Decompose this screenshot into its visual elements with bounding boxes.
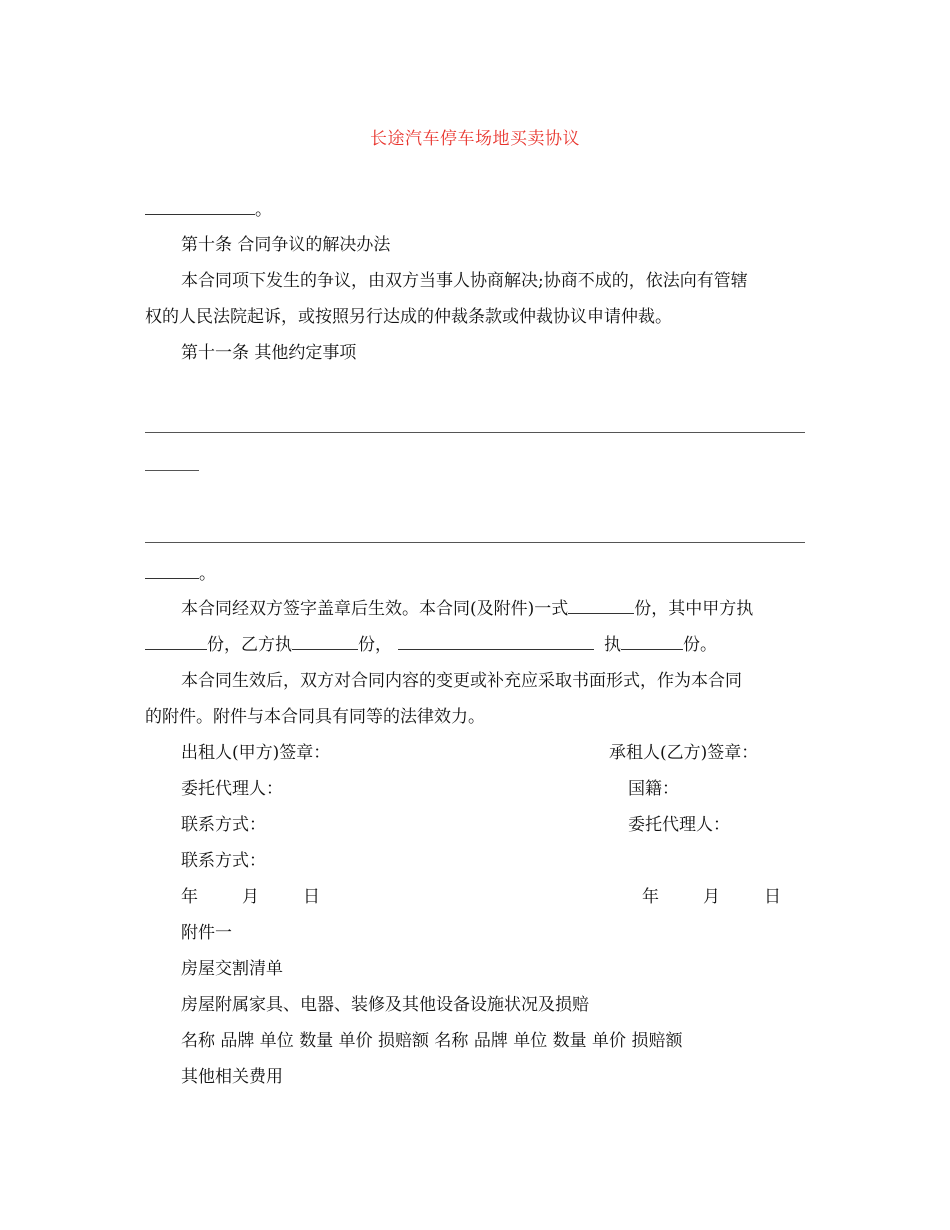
copies-total-blank bbox=[568, 599, 634, 614]
other-party-blank bbox=[398, 635, 594, 650]
lessee-nationality-label: 国籍： bbox=[628, 779, 679, 799]
handover-list-title: 房屋交割清单 bbox=[181, 959, 283, 979]
article-11-heading: 第十一条 其他约定事项 bbox=[181, 343, 357, 363]
lessee-date: 年 月 日 bbox=[642, 887, 781, 907]
change-clause-line-1: 本合同生效后，双方对合同内容的变更或补充应采取书面形式，作为本合同 bbox=[181, 671, 742, 691]
article-10-text-line-2: 权的人民法院起诉，或按照另行达成的仲裁条款或仲裁协议申请仲裁。 bbox=[145, 307, 672, 327]
change-clause-line-2: 的附件。附件与本合同具有同等的法律效力。 bbox=[145, 707, 485, 727]
attachment-title: 附件一 bbox=[181, 923, 232, 943]
lessee-signature-label: 承租人(乙方)签章： bbox=[609, 743, 759, 763]
copies-line-2: 份，乙方执 份， 执 份。 bbox=[145, 634, 717, 656]
lessee-contact-label: 联系方式： bbox=[181, 851, 266, 871]
lessee-agent-label: 委托代理人： bbox=[628, 815, 730, 835]
blank-rule-1-tail bbox=[145, 470, 199, 471]
blank-line bbox=[145, 200, 255, 215]
lessor-date: 年 月 日 bbox=[181, 887, 320, 907]
lessor-signature-label: 出租人(甲方)签章： bbox=[181, 743, 331, 763]
blank-rule-2 bbox=[145, 542, 805, 543]
article-10-text-line-1: 本合同项下发生的争议，由双方当事人协商解决;协商不成的，依法向有管辖 bbox=[181, 271, 748, 291]
previous-clause-ending: 。 bbox=[145, 199, 272, 221]
lessor-agent-label: 委托代理人： bbox=[181, 779, 283, 799]
lessor-contact-label: 联系方式： bbox=[181, 815, 266, 835]
party-a-copies-blank bbox=[145, 635, 207, 650]
other-party-copies-blank bbox=[621, 635, 683, 650]
furniture-heading: 房屋附属家具、电器、装修及其他设备设施状况及损赔 bbox=[181, 995, 589, 1015]
other-fees-heading: 其他相关费用 bbox=[181, 1067, 283, 1087]
article-10-heading: 第十条 合同争议的解决办法 bbox=[181, 235, 391, 255]
blank-rule-1 bbox=[145, 432, 805, 433]
copies-line-1: 本合同经双方签字盖章后生效。本合同(及附件)一式 份，其中甲方执 bbox=[181, 599, 754, 619]
document-title: 长途汽车停车场地买卖协议 bbox=[370, 129, 580, 149]
inventory-table-header: 名称 品牌 单位 数量 单价 损赔额 名称 品牌 单位 数量 单价 损赔额 bbox=[181, 1031, 683, 1051]
party-b-copies-blank bbox=[292, 635, 358, 650]
blank-rule-2-tail: 。 bbox=[145, 563, 216, 585]
